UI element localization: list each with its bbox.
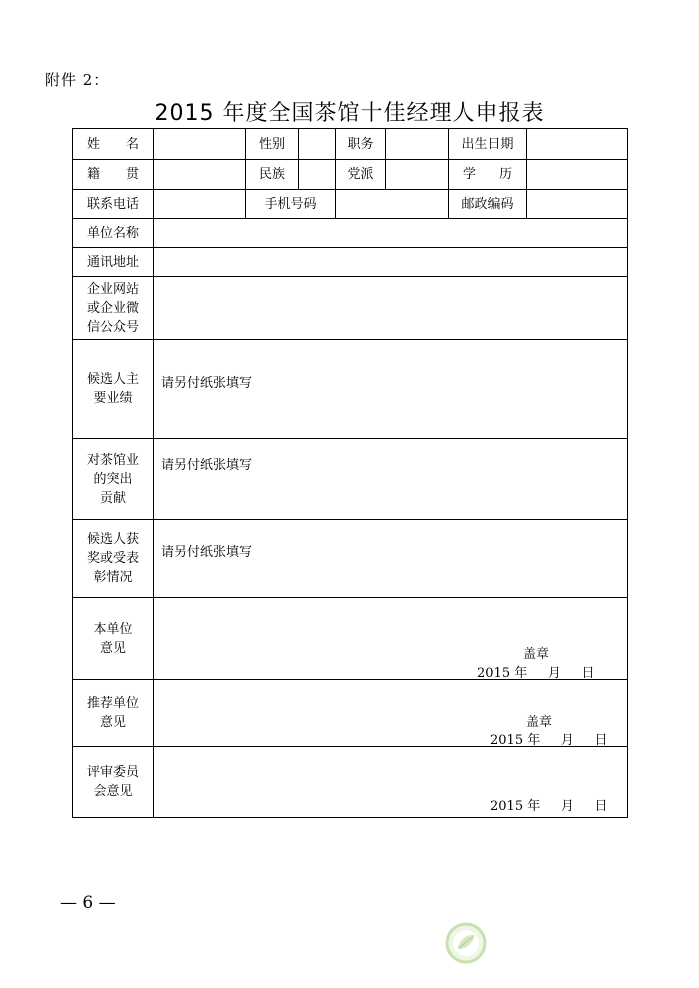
website-field[interactable] (154, 277, 627, 339)
row-divider (72, 438, 628, 439)
mobile-field[interactable] (336, 190, 448, 218)
unit-date: 2015 年 月 日 (477, 666, 595, 681)
unit-opinion-label: 本单位 意见 (93, 621, 133, 656)
native-place-field[interactable] (154, 160, 245, 189)
party-label: 党派 (347, 167, 374, 182)
contribution-label: 对茶馆业 的突出 贡献 (86, 452, 139, 506)
awards-label: 候选人获 奖或受表 彰情况 (86, 532, 139, 585)
form-title: 2015 年度全国茶馆十佳经理人申报表 (154, 101, 545, 126)
employer-label: 单位名称 (86, 225, 139, 241)
position-field[interactable] (386, 129, 448, 159)
postcode-label: 邮政编码 (461, 196, 514, 212)
attachment-label: 附件 2： (45, 71, 110, 89)
phone-field[interactable] (154, 190, 245, 218)
row-divider (72, 339, 628, 340)
birth-date-label: 出生日期 (461, 136, 514, 152)
employer-field[interactable] (154, 219, 627, 247)
native-place-label: 籍 贯 (87, 167, 139, 182)
awards-fill-note: 请另付纸张填写 (161, 545, 253, 560)
row-divider (72, 519, 628, 520)
education-label: 学 历 (463, 167, 512, 182)
address-field[interactable] (154, 248, 627, 276)
mobile-label: 手机号码 (264, 196, 317, 212)
committee-date: 2015 年 月 日 (490, 799, 608, 814)
position-label: 职务 (347, 136, 374, 152)
contribution-fill-note: 请另付纸张填写 (161, 458, 253, 473)
page-number: — 6 — (60, 893, 116, 913)
address-label: 通讯地址 (86, 254, 139, 270)
ethnicity-label: 民族 (258, 167, 285, 182)
gender-label: 性别 (258, 136, 285, 152)
name-field[interactable] (154, 129, 245, 159)
row-divider (72, 597, 628, 598)
recommend-seal-label: 盖章 (526, 715, 553, 730)
birth-date-field[interactable] (527, 129, 627, 159)
party-field[interactable] (386, 160, 448, 189)
phone-label: 联系电话 (86, 196, 139, 212)
name-label: 姓 名 (87, 136, 139, 152)
education-field[interactable] (527, 160, 627, 189)
achievements-label: 候选人主 要业绩 (86, 372, 139, 406)
website-label: 企业网站 或企业微 信公众号 (86, 281, 139, 335)
unit-seal-label: 盖章 (523, 647, 550, 662)
postcode-field[interactable] (527, 190, 627, 218)
ethnicity-field[interactable] (299, 160, 335, 189)
committee-opinion-label: 评审委员 会意见 (86, 765, 139, 799)
recommend-date: 2015 年 月 日 (490, 733, 608, 748)
leaf-logo-icon (444, 921, 488, 965)
recommend-opinion-label: 推荐单位 意见 (86, 696, 139, 730)
gender-field[interactable] (299, 129, 335, 159)
achievements-fill-note: 请另付纸张填写 (161, 376, 253, 391)
